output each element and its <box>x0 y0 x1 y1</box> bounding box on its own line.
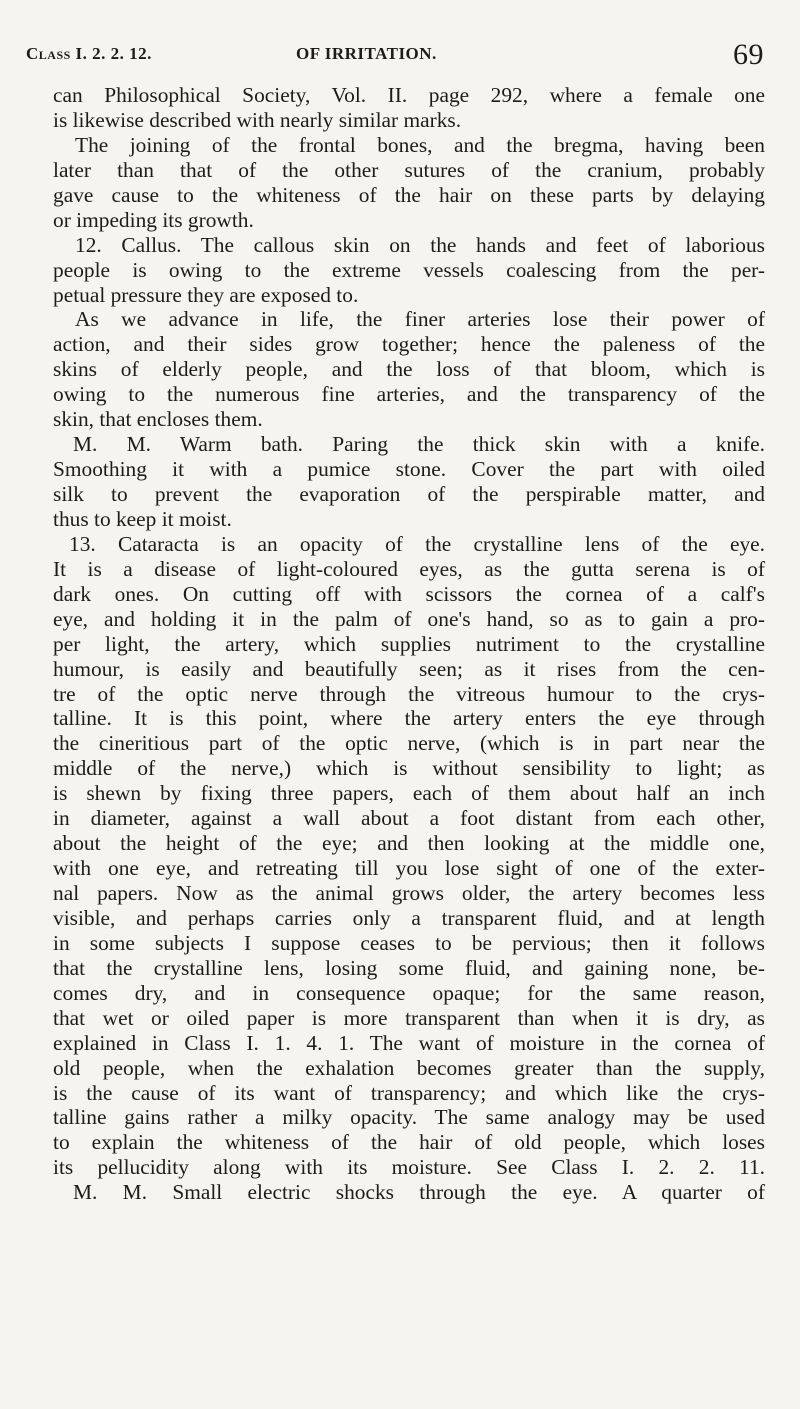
text-line: explained in Class I. 1. 4. 1. The want of moisture in the cornea of <box>53 1030 765 1055</box>
text-line: thus to keep it moist. <box>53 506 232 531</box>
text-line: The joining of the frontal bones, and the bregma, having been <box>75 132 765 157</box>
text-line: in some subjects I suppose ceases to be pervious; then it follows <box>53 930 765 955</box>
text-line: humour, is easily and beautifully seen; as it rises from the cen- <box>53 656 765 681</box>
cataracta-heading-line: 13. Cataracta is an opacity of the crystalline lens of the eye. <box>69 531 765 556</box>
text-line: with one eye, and retreating till you lose sight of one of the exter- <box>53 856 765 881</box>
text-line: people is owing to the extreme vessels coalescing from the per- <box>53 257 765 282</box>
chapter-title: OF IRRITATION. <box>296 44 437 63</box>
text-line: middle of the nerve,) which is without sensibility to light; as <box>53 756 765 781</box>
text-line: that the crystalline lens, losing some fluid, and gaining none, be- <box>53 955 765 980</box>
text-line: per light, the artery, which supplies nutriment to the crystalline <box>53 631 765 656</box>
class-reference: Class I. 2. 2. 12. <box>26 44 152 63</box>
text-line: tre of the optic nerve through the vitreous humour to the crys- <box>53 681 765 706</box>
text-line: Smoothing it with a pumice stone. Cover the part with oiled <box>53 457 765 482</box>
text-line: can Philosophical Society, Vol. II. page 292, where a female one <box>53 83 765 107</box>
text-line: nal papers. Now as the animal grows older, the artery becomes less <box>53 881 765 905</box>
text-line: later than that of the other sutures of the cranium, probably <box>53 157 765 182</box>
text-line: old people, when the exhalation becomes greater than the supply, <box>53 1055 765 1080</box>
text-line: M. M. Small electric shocks through the eye. A quarter of <box>73 1180 765 1205</box>
text-line: M. M. Warm bath. Paring the thick skin with a knife. <box>73 432 765 457</box>
text-line: is shewn by fixing three papers, each of them about half an inch <box>53 781 765 806</box>
text-line: in diameter, against a wall about a foot distant from each other, <box>53 806 765 831</box>
text-line: that wet or oiled paper is more transparent than when it is dry, as <box>53 1005 765 1030</box>
text-line: gave cause to the whiteness of the hair on these parts by delaying <box>53 182 765 207</box>
callus-heading-line: 12. Callus. The callous skin on the hands and feet of laborious <box>75 232 765 257</box>
text-line: about the height of the eye; and then looking at the middle one, <box>53 831 765 856</box>
text-line: action, and their sides grow together; hence the paleness of the <box>53 332 765 357</box>
page-number: 69 <box>733 38 764 71</box>
text-line: the cineritious part of the optic nerve, (which is in part near the <box>53 731 765 756</box>
text-line: It is a disease of light-coloured eyes, as the gutta serena is of <box>53 556 765 581</box>
text-line: owing to the numerous fine arteries, and the transparency of the <box>53 382 765 407</box>
text-line: is likewise described with nearly similar marks. <box>53 107 462 132</box>
text-line: petual pressure they are exposed to. <box>53 282 359 307</box>
text-line: eye, and holding it in the palm of one's hand, so as to gain a pro- <box>53 606 765 631</box>
text-line: talline. It is this point, where the artery enters the eye through <box>53 706 765 731</box>
text-line: is the cause of its want of transparency; and which like the crys- <box>53 1080 765 1105</box>
text-line: visible, and perhaps carries only a transparent fluid, and at length <box>53 905 765 930</box>
text-line: comes dry, and in consequence opaque; for the same reason, <box>53 980 765 1005</box>
text-line: As we advance in life, the finer arteries lose their power of <box>75 307 765 332</box>
text-line: to explain the whiteness of the hair of old people, which loses <box>53 1130 765 1155</box>
text-line: skin, that encloses them. <box>53 407 263 432</box>
body-text <box>53 83 765 1205</box>
text-line: dark ones. On cutting off with scissors the cornea of a calf's <box>53 581 765 606</box>
text-line: talline gains rather a milky opacity. The same analogy may be used <box>53 1105 765 1130</box>
text-line: or impeding its growth. <box>53 207 254 232</box>
text-line: silk to prevent the evaporation of the perspirable matter, and <box>53 482 765 506</box>
text-line: skins of elderly people, and the loss of that bloom, which is <box>53 357 765 382</box>
running-header <box>26 38 764 72</box>
text-line: its pellucidity along with its moisture. See Class I. 2. 2. 11. <box>53 1155 765 1180</box>
